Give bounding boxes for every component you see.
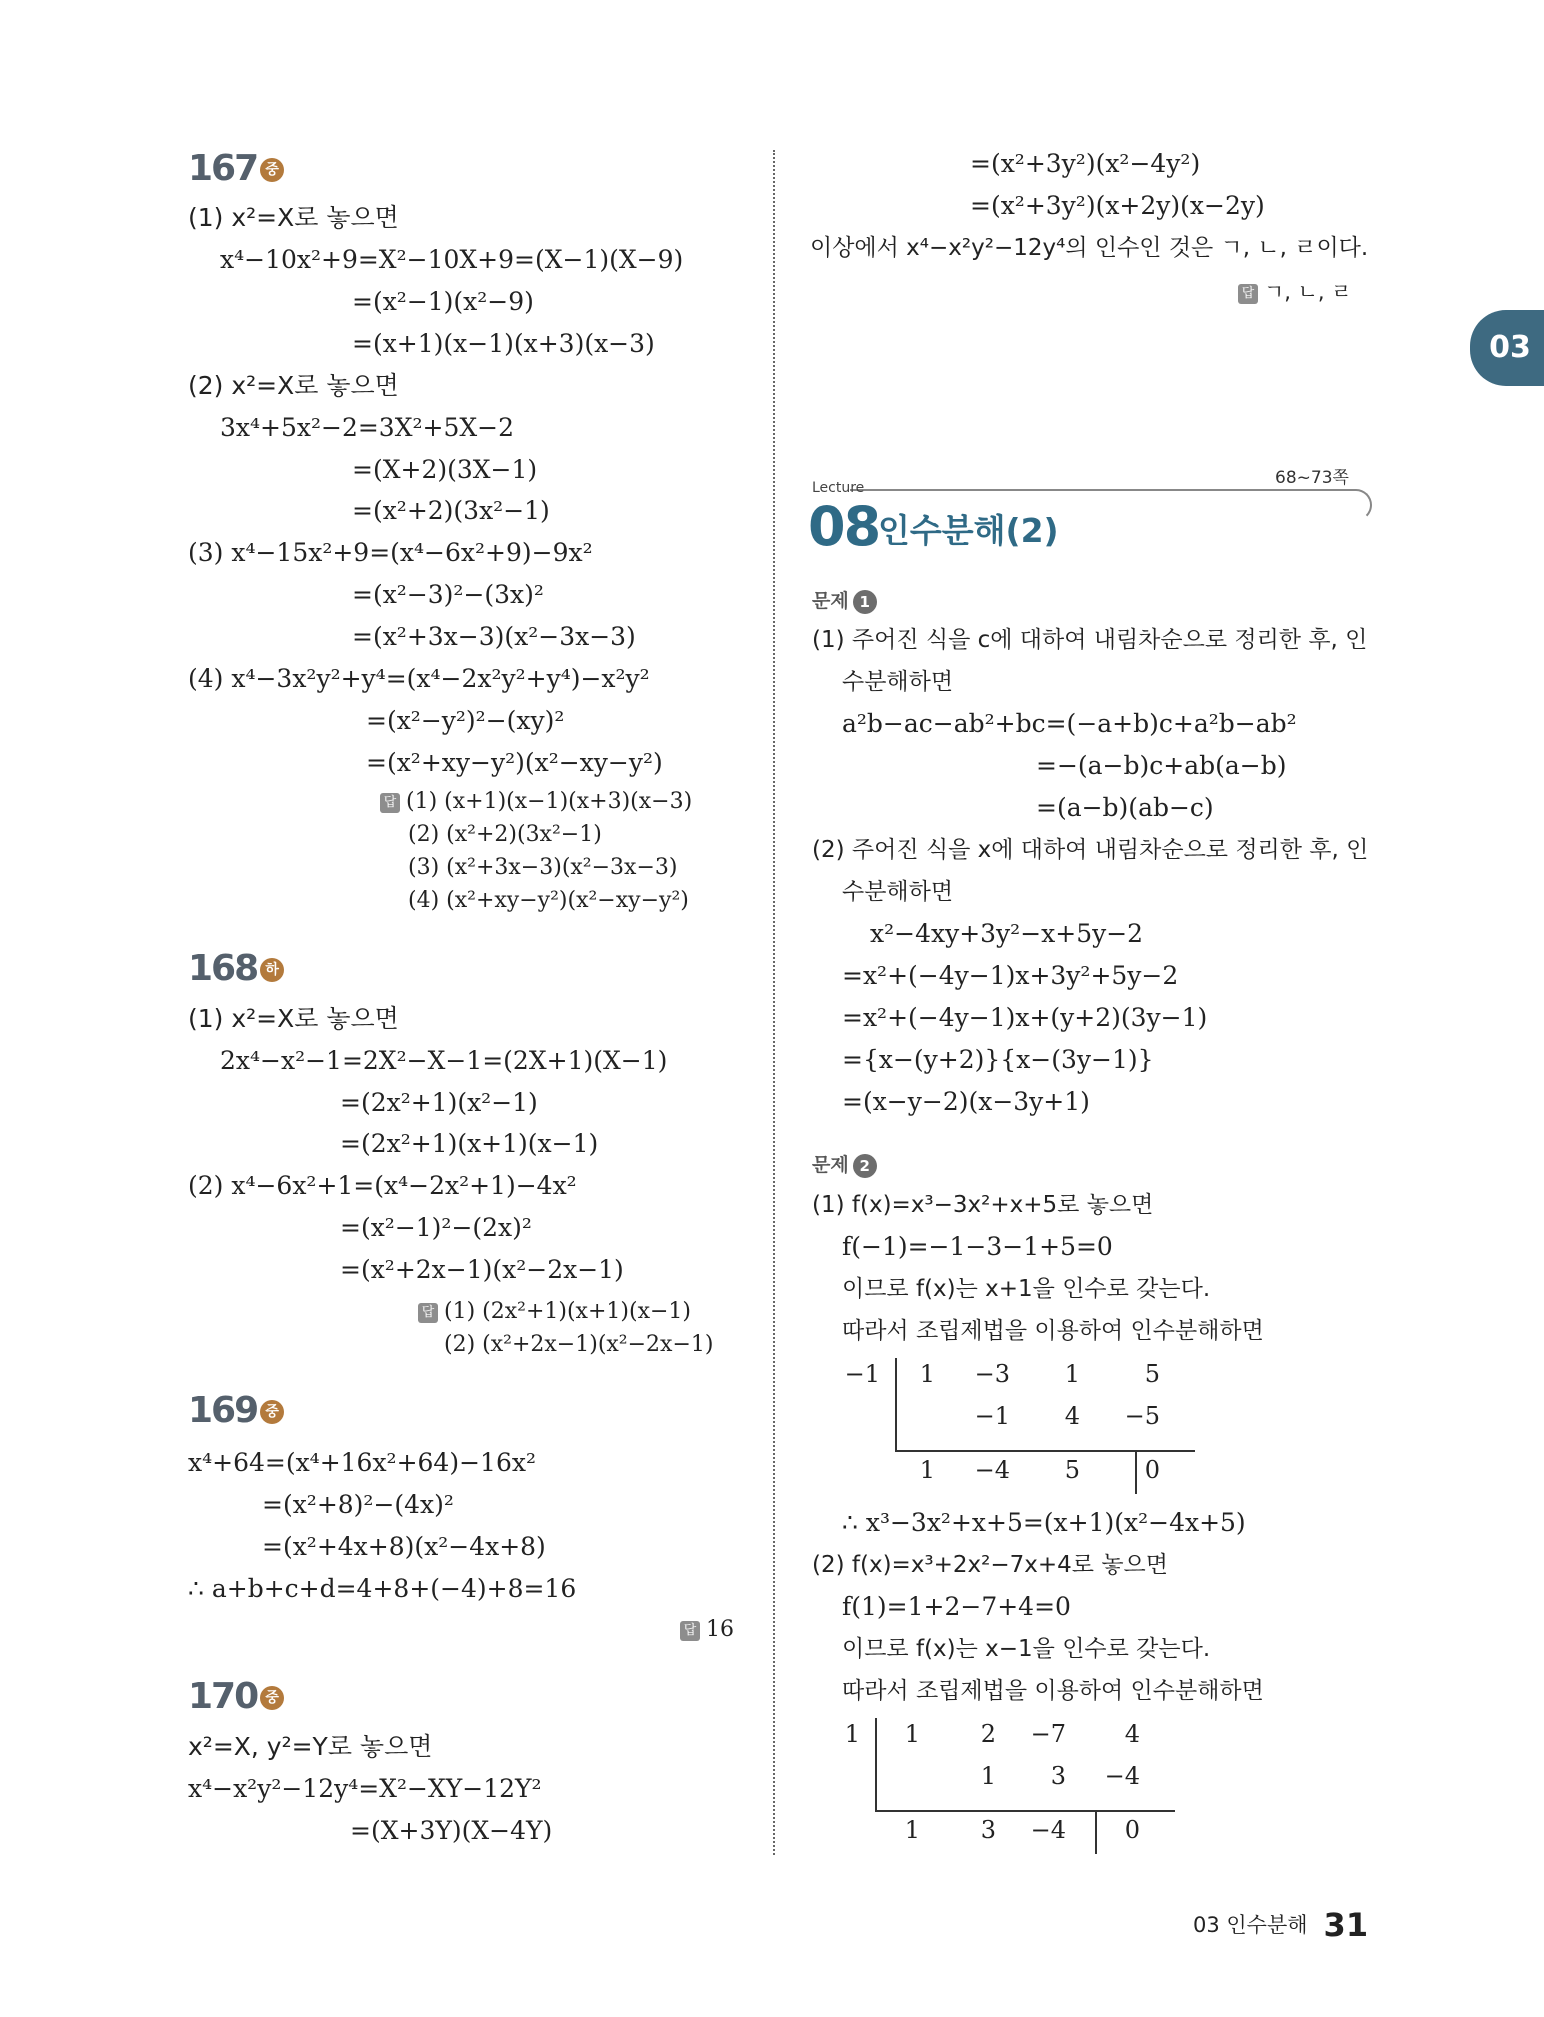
answer-line: (4) (x²+xy−y²)(x²−xy−y²) (408, 888, 689, 913)
solution-line: 2x⁴−x²−1=2X²−X−1=(2X+1)(X−1) (220, 1046, 668, 1075)
problem-170-heading (188, 1676, 284, 1717)
page-number: 31 (1323, 1906, 1369, 1944)
chapter-tab: 03 (1470, 310, 1544, 386)
synth-cell: 4 (1064, 1402, 1080, 1430)
solution-line: x⁴+64=(x⁴+16x²+64)−16x² (188, 1448, 536, 1477)
synth-cell: −1 (974, 1402, 1010, 1430)
solution-line: =x²+(−4y−1)x+3y²+5y−2 (842, 961, 1179, 990)
question-number: 1 (853, 590, 877, 614)
solution-line: (3) x⁴−15x²+9=(x⁴−6x²+9)−9x² (188, 538, 593, 567)
solution-line: (1) x²=X로 놓으면 (188, 203, 399, 232)
solution-line: (1) f(x)=x³−3x²+x+5로 놓으면 (812, 1192, 1154, 1218)
solution-line: 수분해하면 (842, 879, 954, 905)
problem-168-heading (188, 948, 284, 989)
solution-line: =(x²+xy−y²)(x²−xy−y²) (366, 748, 663, 777)
level-badge: 중 (260, 1400, 284, 1424)
lecture-title: 인수분해(2) (878, 511, 1059, 550)
solution-line: =(x²−1)²−(2x)² (340, 1213, 532, 1242)
synth-horizontal-rule (875, 1810, 1175, 1812)
solution-line: (2) 주어진 식을 x에 대하여 내림차순으로 정리한 후, 인 (812, 837, 1369, 863)
solution-line: =(x²−y²)²−(xy)² (366, 706, 565, 735)
solution-line: 이므로 f(x)는 x−1을 인수로 갖는다. (842, 1636, 1211, 1662)
solution-line: =(x²+3y²)(x²−4y²) (970, 149, 1201, 178)
synthetic-division-1 (830, 1360, 1210, 1500)
solution-line: =(x²+2x−1)(x²−2x−1) (340, 1255, 624, 1284)
solution-line: (4) x⁴−3x²y²+y⁴=(x⁴−2x²y²+y⁴)−x²y² (188, 664, 650, 693)
question-1-heading (812, 586, 877, 614)
problem-number: 167 (188, 148, 258, 189)
solution-line: (2) f(x)=x³+2x²−7x+4로 놓으면 (812, 1552, 1168, 1578)
level-badge: 중 (260, 1686, 284, 1710)
solution-line: =(x²+3y²)(x+2y)(x−2y) (970, 191, 1265, 220)
solution-line: ∴ x³−3x²+x+5=(x+1)(x²−4x+5) (842, 1508, 1246, 1537)
synth-cell: 5 (1144, 1360, 1160, 1388)
solution-line: x²−4xy+3y²−x+5y−2 (870, 919, 1144, 948)
synth-cell: 3 (1050, 1762, 1066, 1790)
synth-cell: 0 (1144, 1456, 1160, 1484)
solution-line: 이상에서 x⁴−x²y²−12y⁴의 인수인 것은 ㄱ, ㄴ, ㄹ이다. (810, 235, 1369, 261)
synth-root: −1 (844, 1360, 880, 1388)
answer-line: (2) (x²+2)(3x²−1) (408, 822, 602, 847)
synth-cell: 1 (904, 1720, 920, 1748)
synth-cell: 4 (1124, 1720, 1140, 1748)
synth-cell: −4 (974, 1456, 1010, 1484)
solution-line: ={x−(y+2)}{x−(3y−1)} (842, 1045, 1154, 1074)
problem-number: 169 (188, 1390, 258, 1431)
answer-icon: 답 (680, 1621, 700, 1641)
footer-chapter: 03 인수분해 (1193, 1913, 1308, 1937)
synth-cell: −7 (1030, 1720, 1066, 1748)
answer-block (1238, 276, 1352, 308)
solution-line: (2) x⁴−6x²+1=(x⁴−2x²+1)−4x² (188, 1171, 577, 1200)
answer-line: (3) (x²+3x−3)(x²−3x−3) (408, 855, 678, 880)
synth-cell: 1 (1064, 1360, 1080, 1388)
synthetic-division-2 (810, 1720, 1190, 1860)
synth-cell: 3 (980, 1816, 996, 1844)
question-label: 문제 (812, 590, 849, 612)
problem-number: 170 (188, 1676, 258, 1717)
synth-cell: 5 (1064, 1456, 1080, 1484)
solution-line: 3x⁴+5x²−2=3X²+5X−2 (220, 413, 515, 442)
question-number: 2 (853, 1154, 877, 1178)
synth-cell: −3 (974, 1360, 1010, 1388)
synth-cell: −5 (1124, 1402, 1160, 1430)
problem-167-heading (188, 148, 284, 189)
answer-line: (1) (2x²+1)(x+1)(x−1) (444, 1299, 691, 1324)
solution-line: =(x²−1)(x²−9) (352, 287, 534, 316)
answer-line: (2) (x²+2x−1)(x²−2x−1) (444, 1332, 714, 1357)
problem-number: 168 (188, 948, 258, 989)
synth-cell: 2 (980, 1720, 996, 1748)
solution-line: =x²+(−4y−1)x+(y+2)(3y−1) (842, 1003, 1208, 1032)
question-label: 문제 (812, 1154, 849, 1176)
solution-line: (2) x²=X로 놓으면 (188, 371, 399, 400)
solution-line: x⁴−10x²+9=X²−10X+9=(X−1)(X−9) (220, 245, 684, 274)
solution-line: a²b−ac−ab²+bc=(−a+b)c+a²b−ab² (842, 709, 1297, 738)
solution-line: =(x²+2)(3x²−1) (352, 496, 550, 525)
synth-cell: 1 (904, 1816, 920, 1844)
solution-line: =(a−b)(ab−c) (1036, 793, 1214, 822)
answer-icon: 답 (380, 793, 400, 813)
solution-line: 이므로 f(x)는 x+1을 인수로 갖는다. (842, 1276, 1211, 1302)
solution-line: 수분해하면 (842, 669, 954, 695)
synth-cell: 0 (1124, 1816, 1140, 1844)
solution-line: 따라서 조립제법을 이용하여 인수분해하면 (842, 1678, 1264, 1704)
solution-line: =(x−y−2)(x−3y+1) (842, 1087, 1090, 1116)
solution-line: ∴ a+b+c+d=4+8+(−4)+8=16 (188, 1574, 577, 1603)
answer-line: ㄱ, ㄴ, ㄹ (1264, 280, 1352, 304)
column-divider (773, 150, 775, 1855)
page-reference: 68~73쪽 (1275, 468, 1349, 488)
solution-line: x²=X, y²=Y로 놓으면 (188, 1732, 433, 1761)
solution-line: f(1)=1+2−7+4=0 (842, 1592, 1071, 1621)
solution-line: =(x²−3)²−(3x)² (352, 580, 544, 609)
lecture-number: 08 (808, 495, 880, 558)
solution-line: 따라서 조립제법을 이용하여 인수분해하면 (842, 1318, 1264, 1344)
answer-block (380, 786, 692, 818)
level-badge: 하 (260, 958, 284, 982)
answer-icon: 답 (418, 1303, 438, 1323)
lecture-label: Lecture (812, 480, 865, 496)
solution-line: =−(a−b)c+ab(a−b) (1036, 751, 1287, 780)
question-2-heading (812, 1150, 877, 1178)
solution-line: =(2x²+1)(x²−1) (340, 1088, 538, 1117)
solution-line: f(−1)=−1−3−1+5=0 (842, 1232, 1113, 1261)
synth-root: 1 (844, 1720, 860, 1748)
solution-line: x⁴−x²y²−12y⁴=X²−XY−12Y² (188, 1774, 542, 1803)
synth-cell: −4 (1030, 1816, 1066, 1844)
synth-cell: −4 (1104, 1762, 1140, 1790)
answer-line: (1) (x+1)(x−1)(x+3)(x−3) (406, 789, 693, 814)
solution-line: =(x²+8)²−(4x)² (262, 1490, 454, 1519)
solution-line: =(x²+4x+8)(x²−4x+8) (262, 1532, 546, 1561)
answer-icon: 답 (1238, 284, 1258, 304)
answer-line: 16 (706, 1617, 734, 1642)
answer-block (418, 1296, 691, 1328)
synth-horizontal-rule (895, 1450, 1195, 1452)
page-footer (1193, 1906, 1368, 1944)
synth-cell: 1 (980, 1762, 996, 1790)
solution-line: =(x²+3x−3)(x²−3x−3) (352, 622, 636, 651)
answer-block (680, 1614, 734, 1646)
level-badge: 중 (260, 158, 284, 182)
solution-line: =(X+2)(3X−1) (352, 455, 538, 484)
solution-line: (1) 주어진 식을 c에 대하여 내림차순으로 정리한 후, 인 (812, 627, 1368, 653)
synth-cell: 1 (919, 1360, 935, 1388)
solution-line: =(2x²+1)(x+1)(x−1) (340, 1129, 599, 1158)
solution-line: (1) x²=X로 놓으면 (188, 1004, 399, 1033)
problem-169-heading (188, 1390, 284, 1431)
synth-cell: 1 (919, 1456, 935, 1484)
solution-line: =(x+1)(x−1)(x+3)(x−3) (352, 329, 655, 358)
solution-line: =(X+3Y)(X−4Y) (350, 1816, 553, 1845)
